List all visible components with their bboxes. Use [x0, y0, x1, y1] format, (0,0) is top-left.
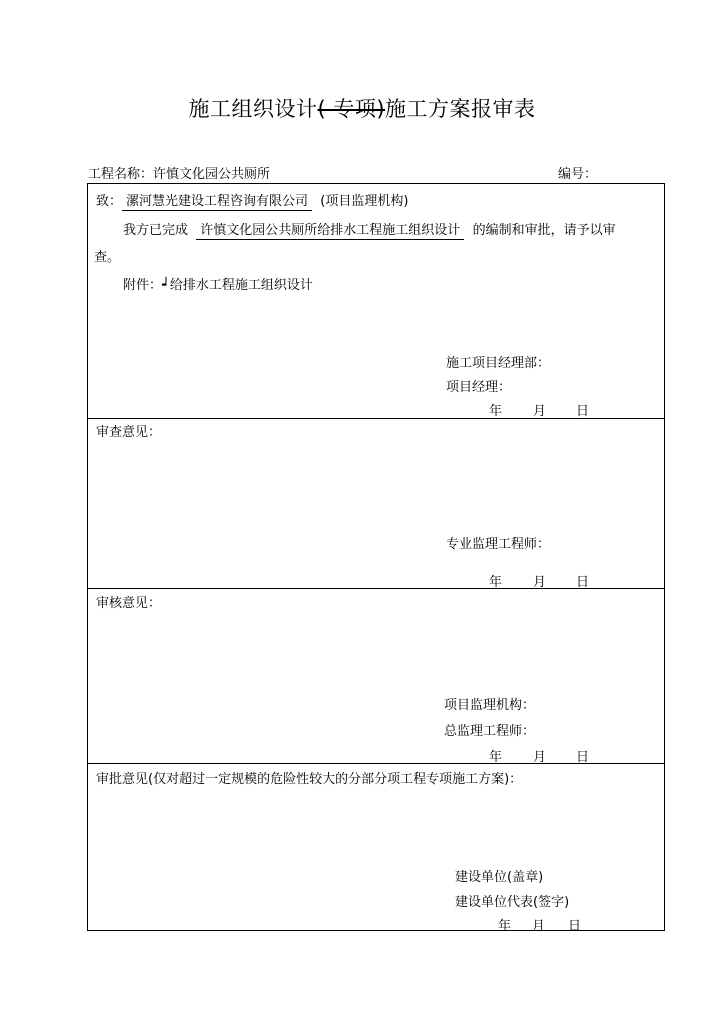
- review-heading: 审查意见：: [96, 425, 162, 440]
- approval-opinion-section: [87, 763, 665, 934]
- day-label: 日: [576, 575, 590, 590]
- month-label: 月: [532, 919, 546, 934]
- day-label: 日: [568, 919, 582, 934]
- project-name-value: 许慎文化园公共厕所: [153, 167, 271, 182]
- attachment-mark: ┙: [162, 278, 170, 293]
- to-label: 致：: [96, 194, 123, 209]
- completion-statement: [123, 219, 616, 240]
- attachment-label: 附件：: [123, 278, 163, 293]
- supervisor-org: 漯河慧光建设工程咨询有限公司: [122, 190, 312, 211]
- plan-name: 许慎文化园公共厕所给排水工程施工组织设计: [196, 219, 464, 240]
- attachment-line: [123, 274, 313, 293]
- day-label: 日: [576, 750, 590, 765]
- statement-prefix: 我方已完成: [123, 223, 189, 238]
- review-opinion-section: [87, 418, 665, 589]
- document-title: [0, 93, 724, 123]
- statement-continuation: 查。: [94, 250, 121, 265]
- year-label: 年: [489, 575, 503, 590]
- project-name-line: [88, 163, 270, 182]
- title-strikethrough: ( 专项): [317, 97, 386, 121]
- month-label: 月: [533, 575, 547, 590]
- client-unit-seal-label: 建设单位(盖章): [455, 870, 544, 885]
- date-line: [489, 400, 589, 419]
- title-prefix: 施工组织设计: [188, 97, 318, 121]
- contractor-submission-section: [87, 183, 665, 419]
- chief-engineer-label: 总监理工程师：: [444, 724, 536, 739]
- month-label: 月: [533, 404, 547, 419]
- project-dept-label: 施工项目经理部：: [446, 356, 551, 371]
- year-label: 年: [489, 404, 503, 419]
- supervision-org-label: 项目监理机构：: [444, 698, 536, 713]
- project-name-label: 工程名称：: [88, 167, 154, 182]
- number-label: 编号：: [558, 167, 598, 182]
- client-rep-sign-label: 建设单位代表(签字): [455, 895, 570, 910]
- supervisor-note: (项目监理机构): [320, 194, 409, 209]
- title-suffix: 施工方案报审表: [385, 97, 536, 121]
- audit-heading: 审核意见：: [96, 596, 162, 611]
- statement-suffix: 的编制和审批，请予以审: [472, 223, 616, 238]
- date-line: [498, 915, 581, 934]
- project-manager-label: 项目经理：: [446, 380, 512, 395]
- month-label: 月: [533, 750, 547, 765]
- attachment-name: 给排水工程施工组织设计: [169, 278, 313, 293]
- year-label: 年: [489, 750, 503, 765]
- addressee-line: [96, 190, 408, 211]
- specialist-engineer-label: 专业监理工程师：: [446, 537, 551, 552]
- approval-heading: 审批意见(仅对超过一定规模的危险性较大的分部分项工程专项施工方案)：: [96, 772, 523, 787]
- year-label: 年: [498, 919, 512, 934]
- day-label: 日: [576, 404, 590, 419]
- audit-opinion-section: [87, 588, 665, 764]
